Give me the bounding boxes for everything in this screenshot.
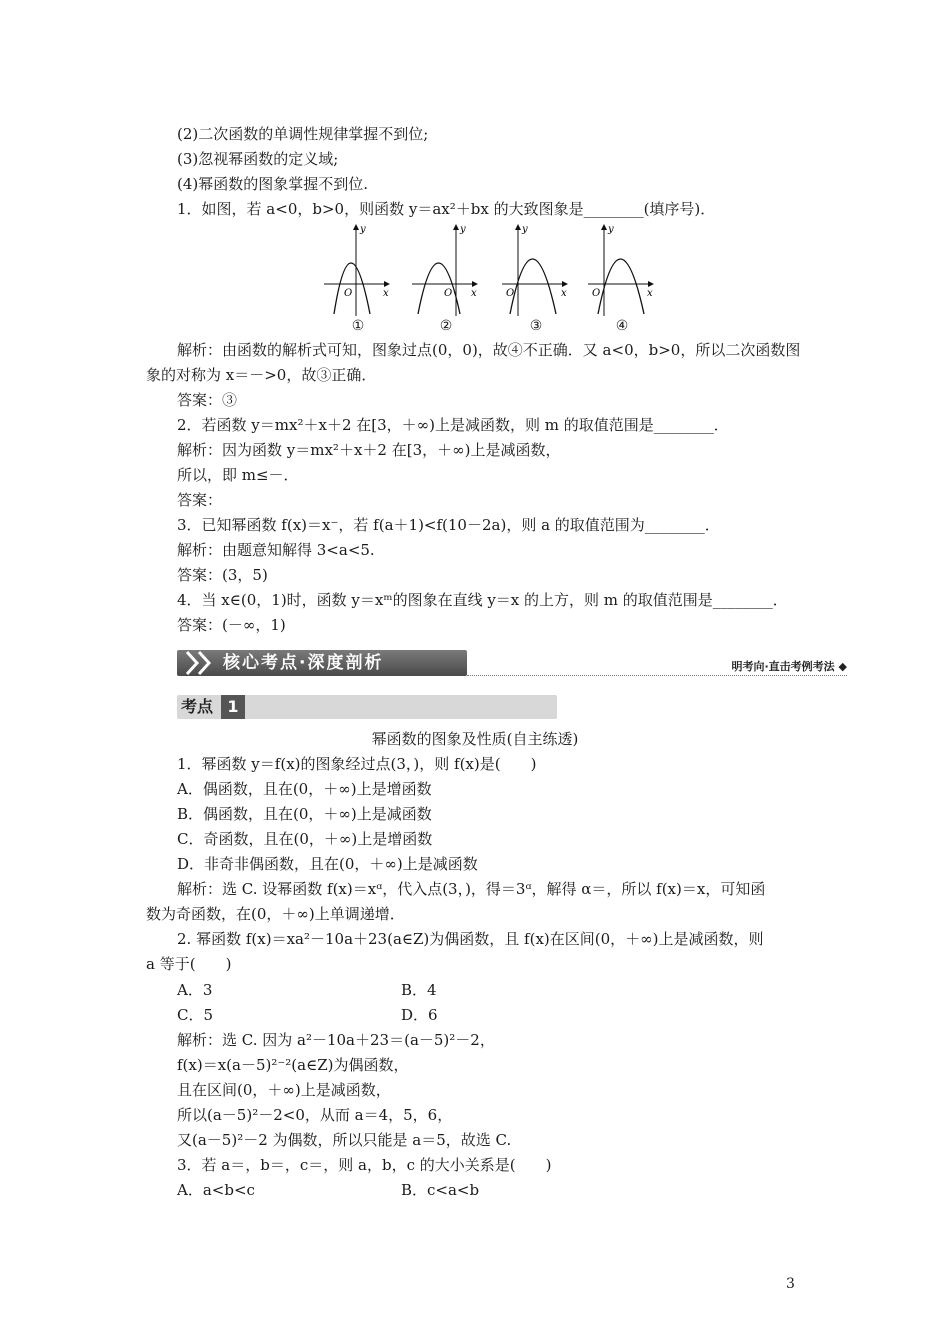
problem-3: 3．若 a＝，b＝，c＝，则 a，b，c 的大小关系是( )	[177, 1156, 552, 1174]
banner-bar	[177, 650, 467, 676]
chevrons-icon	[183, 650, 223, 676]
option-b: B．偶函数，且在(0，＋∞)上是减函数	[177, 805, 432, 823]
option-c: C．奇函数，且在(0，＋∞)上是增函数	[177, 830, 433, 848]
text-line: 象的对称为 x＝－>0，故③正确．	[146, 366, 377, 384]
figure-1	[322, 222, 394, 334]
question-2: 2．若函数 y＝mx²＋x＋2 在[3，＋∞)上是减函数，则 m 的取值范围是________．	[177, 416, 729, 434]
y-axis-label: y	[608, 224, 614, 235]
kaodian-number: 1	[221, 695, 245, 719]
option-b: B．4	[401, 981, 437, 999]
text-line: f(x)＝x(a－5)²⁻²(a∈Z)为偶函数，	[177, 1056, 409, 1074]
text-line: 答案：(－∞，1)	[177, 616, 286, 634]
figure-label: ④	[615, 318, 629, 334]
section-banner	[177, 650, 847, 680]
text-line: (4)幂函数的图象掌握不到位.	[177, 175, 369, 193]
problem-2: 2. 幂函数 f(x)＝xa²－10a＋23(a∈Z)为偶函数，且 f(x)在区间(0，＋∞)上是减函数，则	[177, 930, 764, 948]
option-a: A．偶函数，且在(0，＋∞)上是增函数	[177, 780, 432, 798]
origin-label: O	[592, 288, 601, 299]
kaodian-label: 考点	[181, 697, 214, 716]
text-line: 解析：因为函数 y＝mx²＋x＋2 在[3，＋∞)上是减函数，	[177, 441, 561, 459]
option-d: D．非奇非偶函数，且在(0，＋∞)上是减函数	[177, 855, 478, 873]
section-subtitle: 幂函数的图象及性质(自主练透)	[371, 730, 579, 748]
figure-2	[410, 222, 482, 334]
question-4: 4．当 x∈(0，1)时，函数 y＝xᵐ的图象在直线 y＝x 的上方，则 m 的取值范围是________．	[177, 591, 788, 609]
graph-1	[322, 222, 394, 318]
y-axis-label: y	[360, 224, 366, 235]
text-line: 解析：由函数的解析式可知，图象过点(0，0)，故④不正确．又 a<0，b>0，所以二次函数图	[177, 341, 801, 359]
kaodian-header	[177, 695, 557, 719]
text-line: 答案：	[177, 491, 223, 509]
figure-label: ①	[351, 318, 365, 334]
x-axis-label: x	[647, 288, 653, 299]
figure-3	[500, 222, 572, 334]
text-line: 解析：选 C. 设幂函数 f(x)＝xᵅ，代入点(3，)，得＝3ᵅ，解得 α＝，所以 f(x)＝x，可知函	[177, 880, 766, 898]
question-3: 3．已知幂函数 f(x)＝x⁻，若 f(a＋1)<f(10－2a)，则 a 的取值范围为________．	[177, 516, 720, 534]
x-axis-label: x	[471, 288, 477, 299]
question-1: 1．如图，若 a<0，b>0，则函数 y＝ax²＋bx 的大致图象是________(填序号)．	[177, 200, 716, 218]
text-line: 答案：(3，5)	[177, 566, 268, 584]
graph-4	[586, 222, 658, 318]
page-number: 3	[786, 1276, 795, 1292]
x-axis-label: x	[383, 288, 389, 299]
option-b: B．c<a<b	[401, 1181, 480, 1199]
text-line: 解析：由题意知解得 3<a<5.	[177, 541, 375, 559]
text-line: (2)二次函数的单调性规律掌握不到位;	[177, 125, 429, 143]
banner-tagline	[732, 658, 848, 674]
text-line: 所以，即 m≤－．	[177, 466, 299, 484]
diamond-icon: ◆	[838, 660, 847, 673]
text-line: 解析：选 C. 因为 a²－10a＋23＝(a－5)²－2，	[177, 1031, 495, 1049]
figure-label: ②	[439, 318, 453, 334]
figure-4	[586, 222, 658, 334]
text-line: a 等于( )	[146, 955, 232, 973]
banner-title: 核心考点·深度剖析	[223, 653, 384, 673]
graph-2	[410, 222, 482, 318]
problem-1: 1．幂函数 y＝f(x)的图象经过点(3，)，则 f(x)是( )	[177, 755, 537, 773]
y-axis-label: y	[522, 224, 528, 235]
figure-label: ③	[529, 318, 543, 334]
x-axis-label: x	[561, 288, 567, 299]
option-a: A．3	[177, 981, 213, 999]
origin-label: O	[344, 288, 353, 299]
text-line: 又(a－5)²－2 为偶数，所以只能是 a＝5，故选 C.	[177, 1131, 512, 1149]
option-c: C．5	[177, 1006, 214, 1024]
option-a: A．a<b<c	[177, 1181, 255, 1199]
text-line: 且在区间(0，＋∞)上是减函数，	[177, 1081, 391, 1099]
banner-tagline-text: 明考向·直击考例考法	[731, 660, 835, 673]
banner-rule	[467, 675, 847, 676]
parabola-figures	[322, 222, 662, 334]
y-axis-label: y	[460, 224, 466, 235]
origin-label: O	[444, 288, 453, 299]
text-line: 所以(a－5)²－2<0，从而 a＝4，5，6，	[177, 1106, 453, 1124]
text-line: 数为奇函数，在(0，＋∞)上单调递增．	[146, 905, 405, 923]
graph-3	[500, 222, 572, 318]
text-line: (3)忽视幂函数的定义域;	[177, 150, 339, 168]
origin-label: O	[506, 288, 515, 299]
text-line: 答案：③	[177, 391, 238, 409]
option-d: D．6	[401, 1006, 438, 1024]
